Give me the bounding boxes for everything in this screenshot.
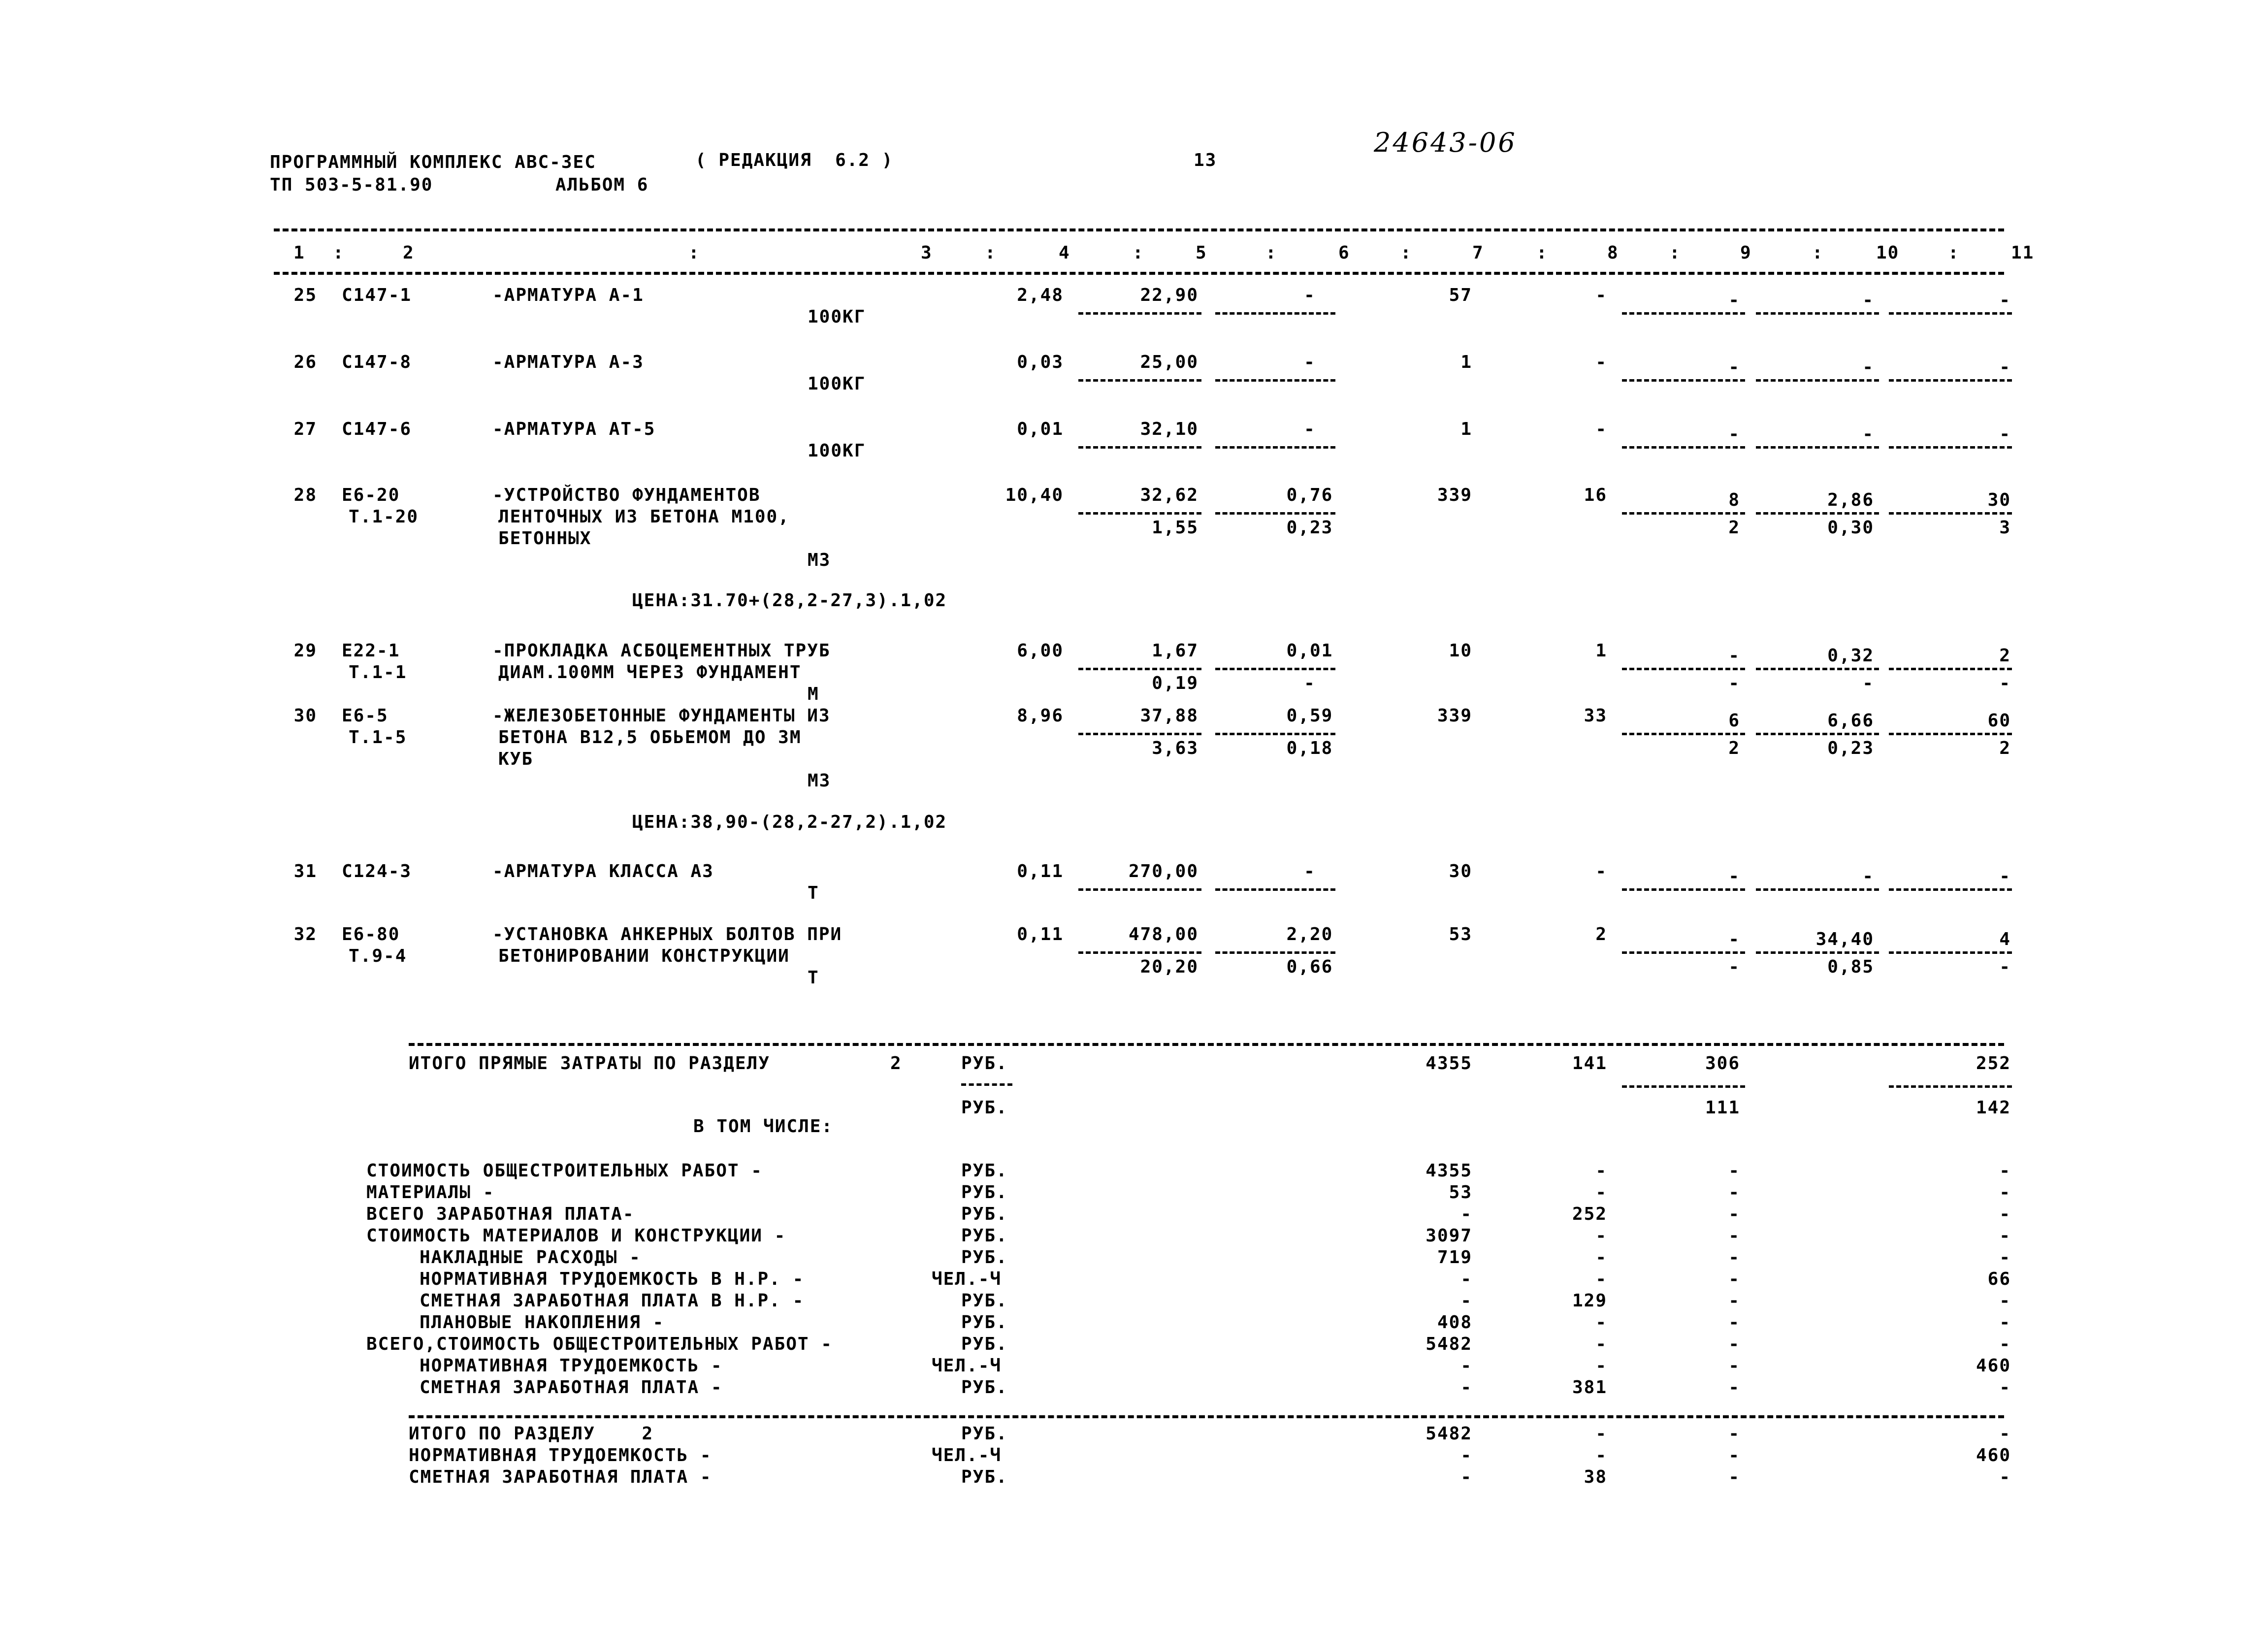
breakdown-unit: РУБ. — [961, 1182, 1008, 1203]
breakdown-col8: - — [1595, 1161, 1607, 1181]
column-header-1: 1 — [293, 243, 305, 263]
column-separator: : — [333, 243, 345, 263]
final-col11: - — [1999, 1467, 2011, 1487]
quantity: 0,11 — [1017, 924, 1064, 944]
final-col8: - — [1595, 1445, 1607, 1465]
final-col9: - — [1728, 1467, 1740, 1487]
breakdown-col8: - — [1595, 1226, 1607, 1246]
cell-divider — [1889, 312, 2012, 315]
total-wages: 2 — [1595, 924, 1607, 944]
final-label: НОРМАТИВНАЯ ТРУДОЕМКОСТЬ - — [409, 1445, 712, 1465]
final-col11: - — [1999, 1424, 2011, 1444]
labor-per-unit: - — [1862, 290, 1874, 310]
breakdown-col8: - — [1595, 1182, 1607, 1203]
labor-per-unit: - — [1862, 357, 1874, 377]
cell-divider — [1622, 379, 1745, 382]
breakdown-col11: 460 — [1976, 1356, 2011, 1376]
breakdown-col9: - — [1728, 1247, 1740, 1268]
rate-code: Е6-5 — [342, 706, 389, 726]
column-separator: : — [1812, 243, 1824, 263]
breakdown-label: ПЛАНОВЫЕ НАКОПЛЕНИЯ - — [420, 1312, 665, 1333]
column-separator: : — [1536, 243, 1548, 263]
quantity: 6,00 — [1017, 641, 1064, 661]
header-bottom-rule — [274, 272, 2004, 275]
column-header-10: 10 — [1876, 243, 1900, 263]
work-description: -АРМАТУРА АТ-5 — [492, 419, 656, 439]
breakdown-label: МАТЕРИАЛЫ - — [366, 1182, 495, 1203]
totals-top-rule — [409, 1043, 2004, 1046]
price-formula: ЦЕНА:31.70+(28,2-27,3).1,02 — [632, 590, 947, 611]
machines-wages: - — [1728, 957, 1740, 977]
final-label: СМЕТНАЯ ЗАРАБОТНАЯ ПЛАТА - — [409, 1467, 712, 1487]
work-description: ДИАМ.100ММ ЧЕРЕЗ ФУНДАМЕНТ — [498, 662, 802, 683]
unit-of-measure: Т — [808, 968, 819, 988]
labor-total-machines: 3 — [1999, 518, 2011, 538]
breakdown-unit: РУБ. — [961, 1204, 1008, 1224]
breakdown-col9: - — [1728, 1356, 1740, 1376]
cell-divider — [1078, 733, 1201, 735]
labor-total: - — [1999, 866, 2011, 886]
column-header-8: 8 — [1607, 243, 1619, 263]
breakdown-unit: РУБ. — [961, 1291, 1008, 1311]
quantity: 8,96 — [1017, 706, 1064, 726]
total-wages: 16 — [1584, 485, 1607, 505]
labor-total: - — [1999, 357, 2011, 377]
cell-divider — [1622, 951, 1745, 954]
cell-divider — [1215, 888, 1335, 891]
cell-divider — [1078, 312, 1201, 315]
breakdown-col11: - — [1999, 1161, 2011, 1181]
program-title: ПРОГРАММНЫЙ КОМПЛЕКС АВС-ЗЕС — [270, 152, 596, 172]
breakdown-col7: 4355 — [1426, 1161, 1472, 1181]
labor-total: 4 — [1999, 929, 2011, 949]
total-wages: - — [1595, 285, 1607, 305]
cell-divider — [1215, 446, 1335, 449]
unit-cost-machines: 0,19 — [1152, 673, 1199, 693]
column-header-5: 5 — [1196, 243, 1207, 263]
final-col7: - — [1460, 1445, 1472, 1465]
final-top-rule — [409, 1415, 2004, 1418]
unit-cost-wages: - — [1304, 285, 1316, 305]
edition-label: ( РЕДАКЦИЯ 6.2 ) — [695, 150, 894, 170]
column-header-2: 2 — [403, 243, 415, 263]
quantity: 0,03 — [1017, 352, 1064, 372]
breakdown-unit: РУБ. — [961, 1312, 1008, 1333]
work-description: -АРМАТУРА А-1 — [492, 285, 644, 305]
unit-cost: 270,00 — [1128, 861, 1199, 881]
labor-per-unit-machines: 0,30 — [1827, 518, 1874, 538]
column-separator: : — [1133, 243, 1144, 263]
column-separator: : — [1265, 243, 1277, 263]
quantity: 10,40 — [1005, 485, 1064, 505]
total-wages: - — [1595, 419, 1607, 439]
total-wages: - — [1595, 352, 1607, 372]
unit-of-measure: Т — [808, 883, 819, 903]
unit-of-measure: М3 — [808, 550, 831, 570]
final-col7: 5482 — [1426, 1424, 1472, 1444]
row-number: 26 — [293, 352, 317, 372]
cell-divider — [1078, 888, 1201, 891]
labor-total: - — [1999, 424, 2011, 444]
breakdown-col9: - — [1728, 1182, 1740, 1203]
labor-per-unit: 2,86 — [1827, 490, 1874, 510]
rate-code: Е6-80 — [342, 924, 400, 944]
breakdown-col7: 3097 — [1426, 1226, 1472, 1246]
column-header-7: 7 — [1472, 243, 1484, 263]
total-machines: - — [1728, 646, 1740, 666]
breakdown-col7: 719 — [1437, 1247, 1472, 1268]
cell-divider — [1756, 312, 1879, 315]
cell-divider — [1622, 888, 1745, 891]
total-cost: 10 — [1449, 641, 1472, 661]
breakdown-col9: - — [1728, 1226, 1740, 1246]
cell-divider — [1622, 733, 1745, 735]
column-separator: : — [1400, 243, 1412, 263]
final-label: ИТОГО ПО РАЗДЕЛУ 2 — [409, 1424, 654, 1444]
total-machines: - — [1728, 424, 1740, 444]
work-description: -АРМАТУРА А-3 — [492, 352, 644, 372]
breakdown-col11: - — [1999, 1204, 2011, 1224]
breakdown-col9: - — [1728, 1269, 1740, 1289]
breakdown-unit: РУБ. — [961, 1334, 1008, 1354]
labor-total-machines: 2 — [1999, 738, 2011, 758]
machines-wages: 2 — [1728, 518, 1740, 538]
breakdown-label: СМЕТНАЯ ЗАРАБОТНАЯ ПЛАТА - — [420, 1377, 723, 1398]
labor-per-unit: - — [1862, 866, 1874, 886]
labor-per-unit-machines: - — [1862, 673, 1874, 693]
cell-divider — [1756, 512, 1879, 515]
breakdown-col8: 252 — [1572, 1204, 1607, 1224]
including-label: В ТОМ ЧИСЛЕ: — [693, 1116, 834, 1137]
unit-cost-operator-wages: - — [1304, 673, 1316, 693]
unit-cost-wages: - — [1304, 861, 1316, 881]
breakdown-label: ВСЕГО ЗАРАБОТНАЯ ПЛАТА- — [366, 1204, 635, 1224]
labor-total: 30 — [1987, 490, 2011, 510]
unit-cost-operator-wages: 0,18 — [1286, 738, 1333, 758]
breakdown-col8: - — [1595, 1334, 1607, 1354]
unit-cost: 32,10 — [1140, 419, 1199, 439]
cell-divider — [1756, 446, 1879, 449]
labor-total: 60 — [1987, 711, 2011, 731]
breakdown-label: НОРМАТИВНАЯ ТРУДОЕМКОСТЬ - — [420, 1356, 723, 1376]
total-machines: - — [1728, 929, 1740, 949]
work-description: БЕТОННЫХ — [498, 528, 592, 549]
total-wages: 1 — [1595, 641, 1607, 661]
cell-divider — [1622, 312, 1745, 315]
total-cost: 1 — [1460, 352, 1472, 372]
quantity: 2,48 — [1017, 285, 1064, 305]
breakdown-col9: - — [1728, 1377, 1740, 1398]
column-header-6: 6 — [1338, 243, 1350, 263]
unit-cost-wages: 0,01 — [1286, 641, 1333, 661]
breakdown-col7: - — [1460, 1377, 1472, 1398]
cell-divider — [1889, 446, 2012, 449]
breakdown-col8: 129 — [1572, 1291, 1607, 1311]
final-col8: - — [1595, 1424, 1607, 1444]
breakdown-label: СТОИМОСТЬ МАТЕРИАЛОВ И КОНСТРУКЦИИ - — [366, 1226, 786, 1246]
unit-cost: 37,88 — [1140, 706, 1199, 726]
final-col9: - — [1728, 1445, 1740, 1465]
unit-of-measure: М3 — [808, 771, 831, 791]
totals-col7: 4355 — [1426, 1053, 1472, 1074]
total-cost: 30 — [1449, 861, 1472, 881]
labor-per-unit: 6,66 — [1827, 711, 1874, 731]
column-separator: : — [688, 243, 700, 263]
cell-divider — [1889, 951, 2012, 954]
cell-divider — [1078, 668, 1201, 670]
cell-divider — [1215, 379, 1335, 382]
unit-cost: 22,90 — [1140, 285, 1199, 305]
total-cost: 1 — [1460, 419, 1472, 439]
unit-cost: 25,00 — [1140, 352, 1199, 372]
album-label: АЛЬБОМ 6 — [555, 175, 649, 195]
unit-of-measure: М — [808, 684, 819, 704]
rate-code-table: Т.1-5 — [349, 727, 407, 748]
rate-code: Е22-1 — [342, 641, 400, 661]
work-description: -АРМАТУРА КЛАССА А3 — [492, 861, 714, 881]
breakdown-unit: РУБ. — [961, 1226, 1008, 1246]
unit-of-measure: 100КГ — [808, 441, 866, 461]
work-description: -ЖЕЛЕЗОБЕТОННЫЕ ФУНДАМЕНТЫ ИЗ — [492, 706, 831, 726]
quantity: 0,11 — [1017, 861, 1064, 881]
rate-code: С147-1 — [342, 285, 412, 305]
cell-divider — [1756, 733, 1879, 735]
final-col11: 460 — [1976, 1445, 2011, 1465]
cell-divider — [1889, 888, 2012, 891]
totals-col9: 306 — [1705, 1053, 1740, 1074]
unit-of-measure: 100КГ — [808, 374, 866, 394]
rate-code: Е6-20 — [342, 485, 400, 505]
total-wages: 33 — [1584, 706, 1607, 726]
total-machines: - — [1728, 866, 1740, 886]
work-description: -ПРОКЛАДКА АСБОЦЕМЕНТНЫХ ТРУБ — [492, 641, 831, 661]
breakdown-col8: - — [1595, 1356, 1607, 1376]
breakdown-unit: РУБ. — [961, 1247, 1008, 1268]
total-wages: - — [1595, 861, 1607, 881]
document-number: 24643-06 — [1374, 127, 1517, 158]
breakdown-col7: - — [1460, 1291, 1472, 1311]
cell-divider — [1078, 951, 1201, 954]
breakdown-label: НАКЛАДНЫЕ РАСХОДЫ - — [420, 1247, 641, 1268]
totals-col11: 252 — [1976, 1053, 2011, 1074]
labor-per-unit-machines: 0,85 — [1827, 957, 1874, 977]
breakdown-col11: 66 — [1987, 1269, 2011, 1289]
totals-col9-b: 111 — [1705, 1098, 1740, 1118]
column-separator: : — [1948, 243, 1960, 263]
column-header-4: 4 — [1059, 243, 1070, 263]
unit-cost-machines: 3,63 — [1152, 738, 1199, 758]
cell-divider — [1078, 379, 1201, 382]
breakdown-unit: ЧЕЛ.-Ч — [932, 1269, 1002, 1289]
breakdown-col9: - — [1728, 1312, 1740, 1333]
final-col8: 38 — [1584, 1467, 1607, 1487]
cell-divider — [1756, 951, 1879, 954]
final-col9: - — [1728, 1424, 1740, 1444]
breakdown-col11: - — [1999, 1312, 2011, 1333]
work-description: БЕТОНИРОВАНИИ КОНСТРУКЦИИ — [498, 946, 790, 966]
breakdown-unit: РУБ. — [961, 1161, 1008, 1181]
labor-per-unit: - — [1862, 424, 1874, 444]
row-number: 28 — [293, 485, 317, 505]
cell-divider — [1622, 512, 1745, 515]
breakdown-col7: 5482 — [1426, 1334, 1472, 1354]
cell-divider — [1889, 668, 2012, 670]
cell-divider — [1889, 733, 2012, 735]
rate-code: С147-6 — [342, 419, 412, 439]
cell-divider — [1622, 668, 1745, 670]
row-number: 25 — [293, 285, 317, 305]
labor-per-unit-machines: 0,23 — [1827, 738, 1874, 758]
breakdown-col8: - — [1595, 1312, 1607, 1333]
totals-unit: РУБ. — [961, 1053, 1008, 1074]
breakdown-label: ВСЕГО,СТОИМОСТЬ ОБЩЕСТРОИТЕЛЬНЫХ РАБОТ - — [366, 1334, 833, 1354]
row-number: 29 — [293, 641, 317, 661]
work-description: БЕТОНА В12,5 ОБЬЕМОМ ДО 3М — [498, 727, 802, 748]
machines-wages: - — [1728, 673, 1740, 693]
cell-divider — [1078, 446, 1201, 449]
rate-code: С147-8 — [342, 352, 412, 372]
breakdown-unit: ЧЕЛ.-Ч — [932, 1356, 1002, 1376]
total-cost: 339 — [1437, 485, 1472, 505]
breakdown-col8: - — [1595, 1247, 1607, 1268]
breakdown-label: НОРМАТИВНАЯ ТРУДОЕМКОСТЬ В Н.Р. - — [420, 1269, 805, 1289]
total-cost: 339 — [1437, 706, 1472, 726]
work-description: КУБ — [498, 749, 534, 769]
labor-per-unit: 34,40 — [1815, 929, 1874, 949]
breakdown-col9: - — [1728, 1334, 1740, 1354]
labor-total: 2 — [1999, 646, 2011, 666]
row-number: 31 — [293, 861, 317, 881]
final-unit: РУБ. — [961, 1424, 1008, 1444]
cell-divider — [1889, 512, 2012, 515]
unit-cost: 478,00 — [1128, 924, 1199, 944]
unit-cost: 32,62 — [1140, 485, 1199, 505]
breakdown-col7: - — [1460, 1204, 1472, 1224]
rate-code-table: Т.1-20 — [349, 507, 419, 527]
unit-cost-wages: - — [1304, 419, 1316, 439]
breakdown-label: СМЕТНАЯ ЗАРАБОТНАЯ ПЛАТА В Н.Р. - — [420, 1291, 805, 1311]
breakdown-col8: 381 — [1572, 1377, 1607, 1398]
column-separator: : — [985, 243, 997, 263]
total-machines: - — [1728, 357, 1740, 377]
totals-col11-divider — [1889, 1085, 2012, 1088]
totals-col9-divider — [1622, 1085, 1745, 1088]
totals-col8: 141 — [1572, 1053, 1607, 1074]
rate-code-table: Т.9-4 — [349, 946, 407, 966]
unit-cost-machines: 1,55 — [1152, 518, 1199, 538]
breakdown-col7: 53 — [1449, 1182, 1472, 1203]
totals-unit-2: РУБ. — [961, 1098, 1008, 1118]
breakdown-col11: - — [1999, 1182, 2011, 1203]
final-unit: ЧЕЛ.-Ч — [932, 1445, 1002, 1465]
breakdown-col9: - — [1728, 1204, 1740, 1224]
breakdown-col9: - — [1728, 1161, 1740, 1181]
breakdown-col7: 408 — [1437, 1312, 1472, 1333]
total-cost: 57 — [1449, 285, 1472, 305]
unit-cost-wages: 0,76 — [1286, 485, 1333, 505]
final-unit: РУБ. — [961, 1467, 1008, 1487]
unit-cost-machines: 20,20 — [1140, 957, 1199, 977]
machines-wages: 2 — [1728, 738, 1740, 758]
column-header-3: 3 — [921, 243, 933, 263]
cell-divider — [1889, 379, 2012, 382]
totals-section-number: 2 — [890, 1053, 902, 1074]
cell-divider — [1215, 512, 1335, 515]
cell-divider — [1215, 312, 1335, 315]
breakdown-col7: - — [1460, 1269, 1472, 1289]
price-formula: ЦЕНА:38,90-(28,2-27,2).1,02 — [632, 812, 947, 832]
labor-total: - — [1999, 290, 2011, 310]
cell-divider — [1622, 446, 1745, 449]
unit-of-measure: 100КГ — [808, 307, 866, 327]
breakdown-unit: РУБ. — [961, 1377, 1008, 1398]
labor-total-machines: - — [1999, 673, 2011, 693]
breakdown-label: СТОИМОСТЬ ОБЩЕСТРОИТЕЛЬНЫХ РАБОТ - — [366, 1161, 763, 1181]
cell-divider — [1756, 379, 1879, 382]
unit-cost: 1,67 — [1152, 641, 1199, 661]
cell-divider — [1215, 668, 1335, 670]
page-number: 13 — [1194, 150, 1217, 170]
cell-divider — [1756, 888, 1879, 891]
work-description: -УСТРОЙСТВО ФУНДАМЕНТОВ — [492, 485, 761, 505]
labor-per-unit: 0,32 — [1827, 646, 1874, 666]
totals-col11-b: 142 — [1976, 1098, 2011, 1118]
unit-cost-wages: 2,20 — [1286, 924, 1333, 944]
tp-code: ТП 503-5-81.90 — [270, 175, 433, 195]
total-machines: 8 — [1728, 490, 1740, 510]
breakdown-col11: - — [1999, 1334, 2011, 1354]
work-description: ЛЕНТОЧНЫХ ИЗ БЕТОНА М100, — [498, 507, 790, 527]
total-machines: - — [1728, 290, 1740, 310]
row-number: 32 — [293, 924, 317, 944]
cell-divider — [1215, 733, 1335, 735]
breakdown-col11: - — [1999, 1226, 2011, 1246]
column-header-9: 9 — [1740, 243, 1752, 263]
unit-cost-wages: - — [1304, 352, 1316, 372]
breakdown-col9: - — [1728, 1291, 1740, 1311]
cell-divider — [1756, 668, 1879, 670]
final-col7: - — [1460, 1467, 1472, 1487]
totals-label: ИТОГО ПРЯМЫЕ ЗАТРАТЫ ПО РАЗДЕЛУ — [409, 1053, 770, 1074]
column-separator: : — [1669, 243, 1681, 263]
row-number: 30 — [293, 706, 317, 726]
row-number: 27 — [293, 419, 317, 439]
labor-total-machines: - — [1999, 957, 2011, 977]
rate-code: С124-3 — [342, 861, 412, 881]
cell-divider — [1215, 951, 1335, 954]
unit-cost-wages: 0,59 — [1286, 706, 1333, 726]
breakdown-col11: - — [1999, 1377, 2011, 1398]
unit-cost-operator-wages: 0,66 — [1286, 957, 1333, 977]
total-machines: 6 — [1728, 711, 1740, 731]
quantity: 0,01 — [1017, 419, 1064, 439]
work-description: -УСТАНОВКА АНКЕРНЫХ БОЛТОВ ПРИ — [492, 924, 842, 944]
column-header-11: 11 — [2011, 243, 2035, 263]
unit-cost-operator-wages: 0,23 — [1286, 518, 1333, 538]
breakdown-col7: - — [1460, 1356, 1472, 1376]
breakdown-col11: - — [1999, 1291, 2011, 1311]
breakdown-col8: - — [1595, 1269, 1607, 1289]
breakdown-col11: - — [1999, 1247, 2011, 1268]
unit-divider — [961, 1083, 1012, 1086]
cell-divider — [1078, 512, 1201, 515]
rate-code-table: Т.1-1 — [349, 662, 407, 683]
header-top-rule — [274, 228, 2004, 231]
total-cost: 53 — [1449, 924, 1472, 944]
